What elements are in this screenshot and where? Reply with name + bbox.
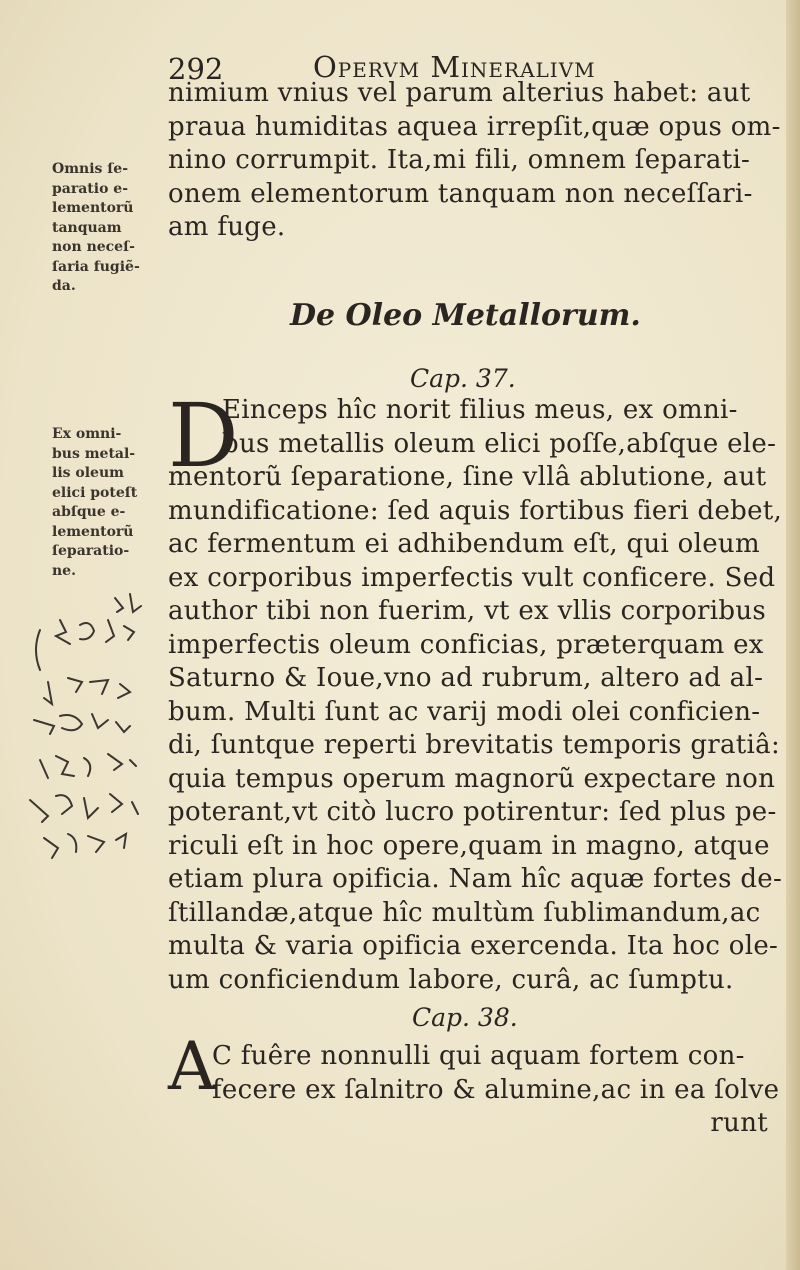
text-line: ex corporibus imperfectis vult conficere. Sed xyxy=(168,562,776,593)
margin-line: lis oleum xyxy=(52,465,124,481)
text-line: riculi eſt in hoc opere,quam in magno, atque xyxy=(168,830,770,861)
text-line: bum. Multi ſunt ac varij modi olei conficien- xyxy=(168,696,761,727)
text-line: di, ſuntque reperti brevitatis temporis gratiâ: xyxy=(168,730,781,760)
margin-line: da. xyxy=(52,278,76,294)
text-line: nimium vnius vel parum alterius habet: aut xyxy=(168,78,751,108)
margin-line: tanquam xyxy=(52,219,122,236)
text-line: nino corrumpit. Ita,mi fili, omnem ſeparati- xyxy=(168,145,751,175)
margin-line: ſeparatio- xyxy=(52,543,130,559)
margin-line: Omnis ſe- xyxy=(52,161,129,177)
handwritten-marginalia xyxy=(20,590,170,880)
paragraph-1 xyxy=(168,77,781,245)
text-line: mentorũ ſeparatione, ſine vllâ ablutione, aut xyxy=(168,462,767,492)
text-line: um conficiendum labore, curâ, ac ſumptu. xyxy=(168,964,734,995)
margin-line: non neceſ- xyxy=(52,239,135,255)
drop-cap-a: A xyxy=(168,1028,216,1105)
text-line: C fuêre nonnulli qui aquam fortem con- xyxy=(212,1041,745,1071)
chapter-38-label: Cap. 38. xyxy=(412,1003,518,1032)
text-line: etiam plura opificia. Nam hîc aquæ fortes de- xyxy=(168,864,783,894)
chapter-37-text xyxy=(168,384,783,997)
margin-line: Ex omni- xyxy=(52,426,122,442)
text-line: onem elementorum tanquam non neceſſari- xyxy=(168,178,753,209)
text-line: ac fermentum ei adhibendum eſt, qui oleum xyxy=(168,529,760,559)
text-line: ſtillandæ,atque hîc multùm ſublimandum,ac xyxy=(168,897,761,928)
text-line: imperfectis oleum conficias, præterquam ex xyxy=(168,629,764,660)
page-number: 292 xyxy=(168,52,224,86)
text-line: mundificatione: ſed aquis fortibus fieri debet, xyxy=(168,495,783,526)
margin-line: lementorũ xyxy=(52,200,134,216)
catchword: runt xyxy=(710,1108,768,1138)
text-line: author tibi non fuerim, vt ex vllis corporibus xyxy=(168,596,767,626)
text-line: Saturno & Ioue,vno ad rubrum, altero ad al- xyxy=(168,663,764,693)
chapter-37-label: Cap. 37. xyxy=(410,364,516,393)
text-line: poterant,vt citò lucro potirentur: ſed plus pe- xyxy=(168,797,777,827)
text-line: multa & varia opificia exercenda. Ita hoc ole- xyxy=(168,931,779,961)
margin-line: lementorũ xyxy=(52,523,134,540)
margin-line: elici poteſt xyxy=(52,484,138,501)
margin-line: paratio e- xyxy=(52,180,129,197)
margin-note-1 xyxy=(52,160,164,297)
margin-line: ne. xyxy=(52,562,76,579)
page-edge xyxy=(786,0,800,1270)
drop-cap-d: D xyxy=(168,384,239,487)
section-heading: De Oleo Metallorum. xyxy=(290,298,641,333)
chapter-38-text xyxy=(168,1040,778,1141)
text-line: fecere ex ſalnitro & alumine,ac in ea ſolve xyxy=(212,1074,780,1105)
margin-note-2 xyxy=(52,425,164,581)
margin-line: bus metal- xyxy=(52,445,136,462)
running-title: Opervm Mineralivm xyxy=(313,50,596,84)
text-line: Einceps hîc norit filius meus, ex omni- xyxy=(222,395,738,425)
text-line: bus metallis oleum elici poſſe,abſque ele- xyxy=(222,428,777,459)
margin-line: abſque e- xyxy=(52,504,126,520)
text-line: praua humiditas aquea irrepſit,quæ opus om- xyxy=(168,111,781,142)
text-line: quia tempus operum magnorũ expectare non xyxy=(168,763,776,794)
margin-line: ſaria fugiẽ- xyxy=(52,258,140,275)
text-line: am fuge. xyxy=(168,212,286,242)
